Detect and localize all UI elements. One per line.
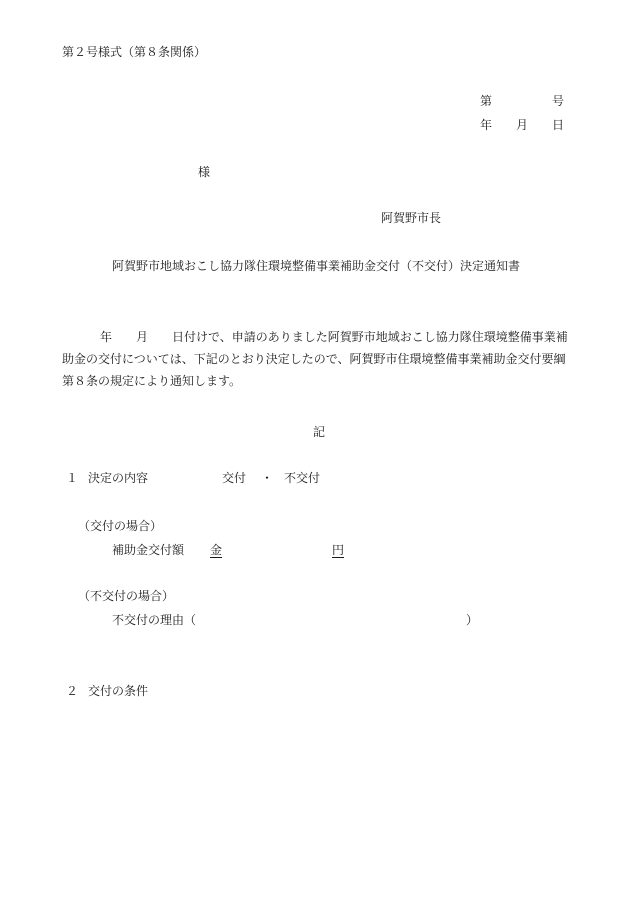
section2-label: 交付の条件 — [88, 684, 149, 698]
body-year: 年 — [100, 330, 113, 344]
body-line3: 第８条の規定により通知します。 — [62, 374, 242, 388]
date-month: 月 — [516, 118, 529, 132]
section2-number: ２ — [66, 684, 79, 698]
body-month: 月 — [136, 330, 149, 344]
body-paragraph — [62, 326, 582, 392]
doc-number-go: 号 — [552, 94, 565, 108]
doc-number-dai: 第 — [480, 94, 493, 108]
form-label: 第２号様式（第８条関係） — [62, 45, 207, 59]
date-year: 年 — [480, 118, 493, 132]
grant-case-heading: （交付の場合） — [78, 519, 163, 533]
body-line1: 日付けで、申請のありました阿賀野市地域おこし協力隊住環境整備事業補 — [172, 330, 568, 344]
deny-reason-close: ） — [466, 613, 479, 627]
addressee-suffix: 様 — [198, 165, 211, 179]
amount-prefix: 金 — [210, 543, 223, 557]
body-line2: 助金の交付については、下記のとおり決定したので、阿賀野市住環境整備事業補助金交付要綱 — [62, 352, 566, 366]
option-deny: 不交付 — [284, 471, 321, 485]
section1-number: １ — [66, 471, 79, 485]
deny-reason-label: 不交付の理由（ — [112, 613, 197, 627]
ki-heading: 記 — [313, 425, 326, 439]
amount-suffix: 円 — [332, 543, 345, 557]
date-day: 日 — [552, 118, 565, 132]
option-grant: 交付 — [222, 471, 247, 485]
deny-case-heading: （不交付の場合） — [78, 589, 175, 603]
issuer-name: 阿賀野市長 — [381, 211, 442, 225]
document-title: 阿賀野市地域おこし協力隊住環境整備事業補助金交付（不交付）決定通知書 — [112, 259, 521, 273]
option-separator: ・ — [261, 471, 274, 485]
section1-label: 決定の内容 — [88, 471, 149, 485]
grant-amount-label: 補助金交付額 — [112, 543, 185, 557]
grant-amount-field — [210, 542, 344, 558]
